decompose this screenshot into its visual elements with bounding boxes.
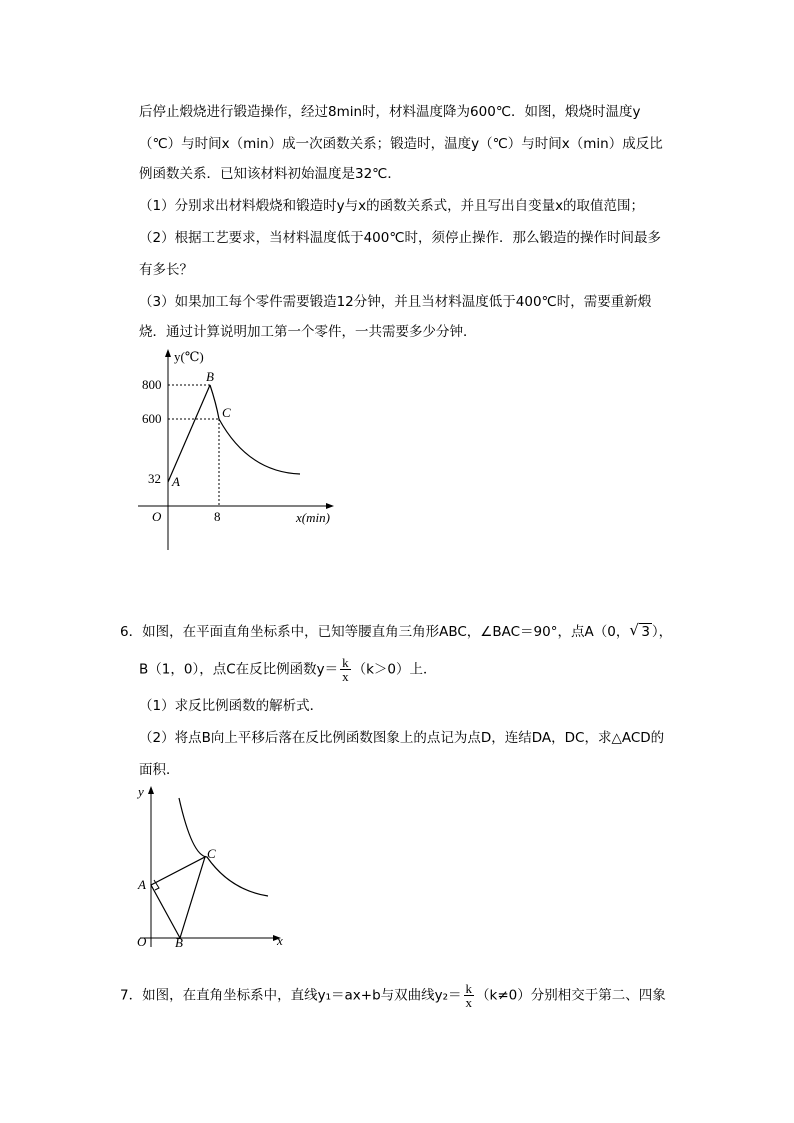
p6-line2-end: （k＞0）上．	[352, 661, 437, 678]
p5-line1: 后停止煅烧进行锻造操作，经过8min时，材料温度降为600℃．如图，煅烧时温度y	[139, 104, 641, 120]
fraction-numerator: k	[342, 655, 349, 670]
fraction-numerator: k	[465, 981, 473, 996]
p7-line1	[120, 982, 666, 1009]
origin-label: O	[152, 509, 162, 524]
p6-line2-text: B（1，0），点C在反比例函数y＝	[139, 661, 339, 678]
point-c-label: C	[222, 405, 231, 420]
fraction-denominator: x	[342, 669, 349, 684]
tick-800: 800	[142, 377, 162, 392]
y-axis-label: y	[138, 784, 144, 799]
p6-line1-text: 6．如图，在平面直角坐标系中，已知等腰直角三角形ABC，∠BAC＝90°，点A（0，	[120, 624, 630, 640]
y-axis-label: y(℃)	[174, 349, 204, 364]
point-a-label: A	[172, 474, 180, 489]
fraction-k-over-x	[340, 656, 351, 683]
segment-ab	[168, 385, 210, 482]
p6-line1	[120, 622, 672, 642]
p5-line2: （℃）与时间x（min）成一次函数关系；锻造时，温度y（℃）与时间x（min）成反比	[139, 136, 663, 152]
origin-label: O	[137, 934, 147, 949]
sqrt-expression	[629, 622, 652, 642]
p7-line1-end: （k≠0）分别相交于第二、四象	[476, 987, 666, 1004]
p6-question-1: （1）求反比例函数的解析式．	[139, 698, 324, 714]
p6-question-2b: 面积．	[139, 762, 180, 778]
p6-line1-end: ），	[651, 624, 673, 640]
point-b-label: B	[175, 935, 183, 950]
p5-line3: 例函数关系．已知该材料初始温度是32℃．	[139, 166, 401, 182]
tick-32: 32	[148, 471, 161, 486]
y-axis-arrow-icon	[165, 349, 171, 357]
p7-line1-text: 7．如图，在直角坐标系中，直线y₁＝ax+b与双曲线y₂＝	[120, 987, 462, 1004]
sqrt-icon: √	[629, 621, 639, 639]
triangle-abc	[151, 857, 205, 938]
p5-question-1: （1）分别求出材料煅烧和锻造时y与x的函数关系式，并且写出自变量x的取值范围；	[139, 198, 645, 214]
tick-600: 600	[142, 411, 162, 426]
point-a-label: A	[138, 877, 146, 892]
x-axis-arrow-icon	[326, 503, 334, 509]
y-axis-arrow-icon	[148, 786, 154, 794]
x-axis-label: x	[277, 933, 283, 948]
p6-line2	[139, 656, 437, 683]
p5-question-3b: 烧．通过计算说明加工第一个零件，一共需要多少分钟．	[139, 324, 477, 340]
point-b-label: B	[206, 369, 214, 384]
tick-8: 8	[214, 509, 221, 524]
curve-bc	[210, 385, 300, 474]
p5-question-3a: （3）如果加工每个零件需要锻造12分钟，并且当材料温度低于400℃时，需要重新煅	[139, 294, 652, 310]
point-c-label: C	[207, 846, 216, 861]
fraction-k-over-x	[464, 982, 475, 1009]
sqrt-radicand: 3	[641, 624, 650, 640]
fraction-denominator: x	[465, 995, 473, 1010]
p6-question-2a: （2）将点B向上平移后落在反比例函数图象上的点记为点D，连结DA，DC，求△ACD的	[139, 730, 665, 746]
x-axis-label: x(min)	[296, 510, 330, 525]
p5-question-2b: 有多长？	[139, 262, 193, 278]
p5-question-2a: （2）根据工艺要求，当材料温度低于400℃时，须停止操作．那么锻造的操作时间最多	[139, 230, 662, 246]
figure-triangle-graph	[130, 782, 300, 952]
figure-temperature-graph	[130, 345, 350, 555]
hyperbola-curve	[179, 798, 268, 896]
